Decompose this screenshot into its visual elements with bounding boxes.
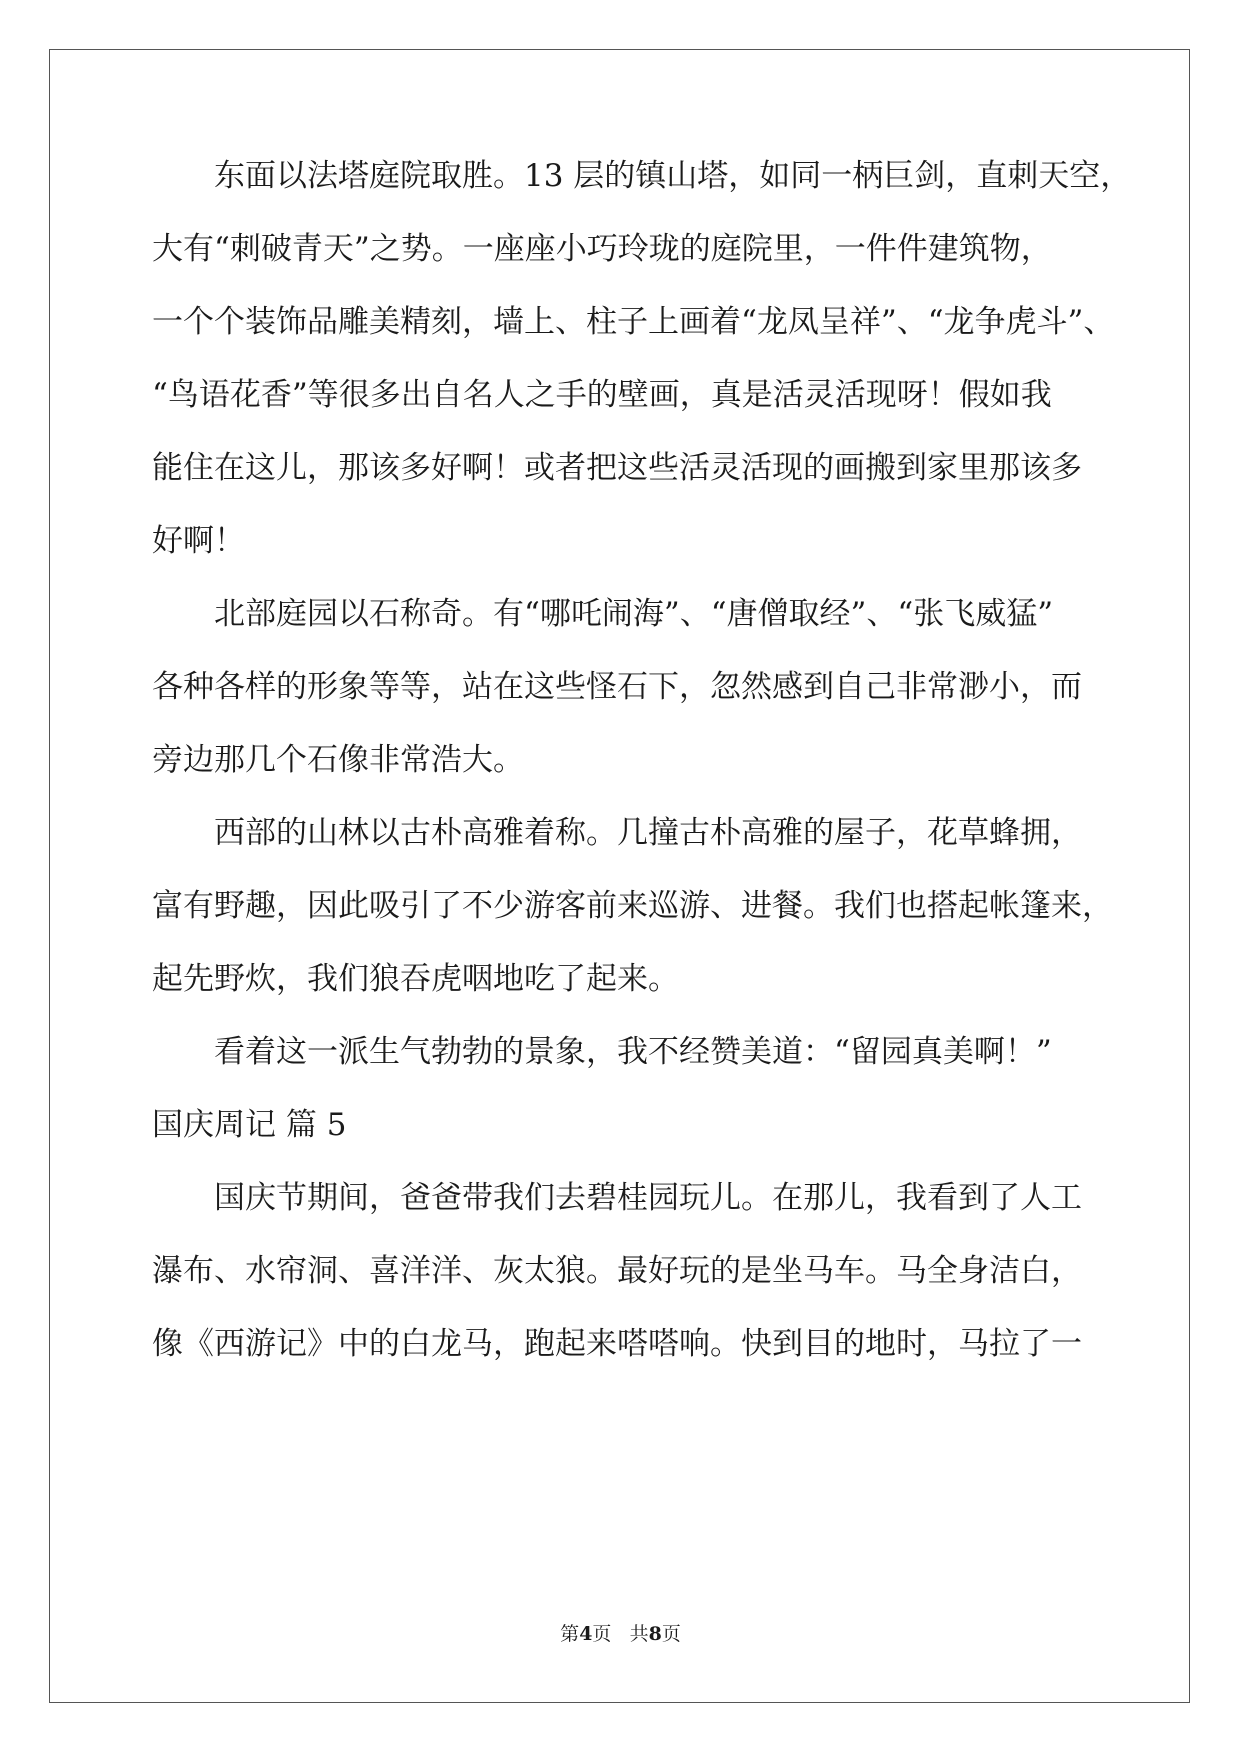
page-border	[49, 49, 1190, 1703]
text-line-13: 看着这一派生气勃勃的景象，我不经赞美道：“留园真美啊！”	[214, 1034, 1052, 1070]
text-line-4: “鸟语花香”等很多出自名人之手的壁画，真是活灵活现呀！假如我	[152, 377, 1052, 413]
footer-total-suffix: 页	[661, 1623, 681, 1645]
text-line-17: 像《西游记》中的白龙马，跑起来嗒嗒响。快到目的地时，马拉了一	[152, 1326, 1082, 1362]
text-line-1: 东面以法塔庭院取胜。13 层的镇山塔，如同一柄巨剑，直刺天空，	[214, 158, 1132, 194]
page-footer	[0, 1622, 1241, 1646]
text-line-11: 富有野趣，因此吸引了不少游客前来巡游、进餐。我们也搭起帐篷来，	[152, 888, 1113, 924]
text-line-15: 国庆节期间，爸爸带我们去碧桂园玩儿。在那儿，我看到了人工	[214, 1180, 1082, 1216]
text-line-5: 能住在这儿，那该多好啊！或者把这些活灵活现的画搬到家里那该多	[152, 450, 1082, 486]
text-line-6: 好啊！	[152, 523, 245, 559]
footer-total-pages: 8	[648, 1623, 662, 1645]
footer-page-suffix: 页	[592, 1623, 612, 1645]
footer-prefix: 第	[560, 1623, 580, 1645]
text-line-10: 西部的山林以古朴高雅着称。几撞古朴高雅的屋子，花草蜂拥，	[214, 815, 1082, 851]
text-line-16: 瀑布、水帘洞、喜洋洋、灰太狼。最好玩的是坐马车。马全身洁白，	[152, 1253, 1082, 1289]
text-line-2: 大有“刺破青天”之势。一座座小巧玲珑的庭院里，一件件建筑物，	[152, 231, 1052, 267]
text-line-12: 起先野炊，我们狼吞虎咽地吃了起来。	[152, 961, 679, 997]
text-line-8: 各种各样的形象等等，站在这些怪石下，忽然感到自己非常渺小，而	[152, 669, 1082, 705]
text-line-7: 北部庭园以石称奇。有“哪吒闹海”、“唐僧取经”、“张飞威猛”	[214, 596, 1054, 632]
footer-current-page: 4	[579, 1623, 593, 1645]
section-heading: 国庆周记 篇 5	[152, 1107, 347, 1143]
text-line-3: 一个个装饰品雕美精刻，墙上、柱子上画着“龙凤呈祥”、“龙争虎斗”、	[152, 304, 1115, 340]
text-line-9: 旁边那几个石像非常浩大。	[152, 742, 524, 778]
footer-total-prefix: 共	[629, 1623, 649, 1645]
